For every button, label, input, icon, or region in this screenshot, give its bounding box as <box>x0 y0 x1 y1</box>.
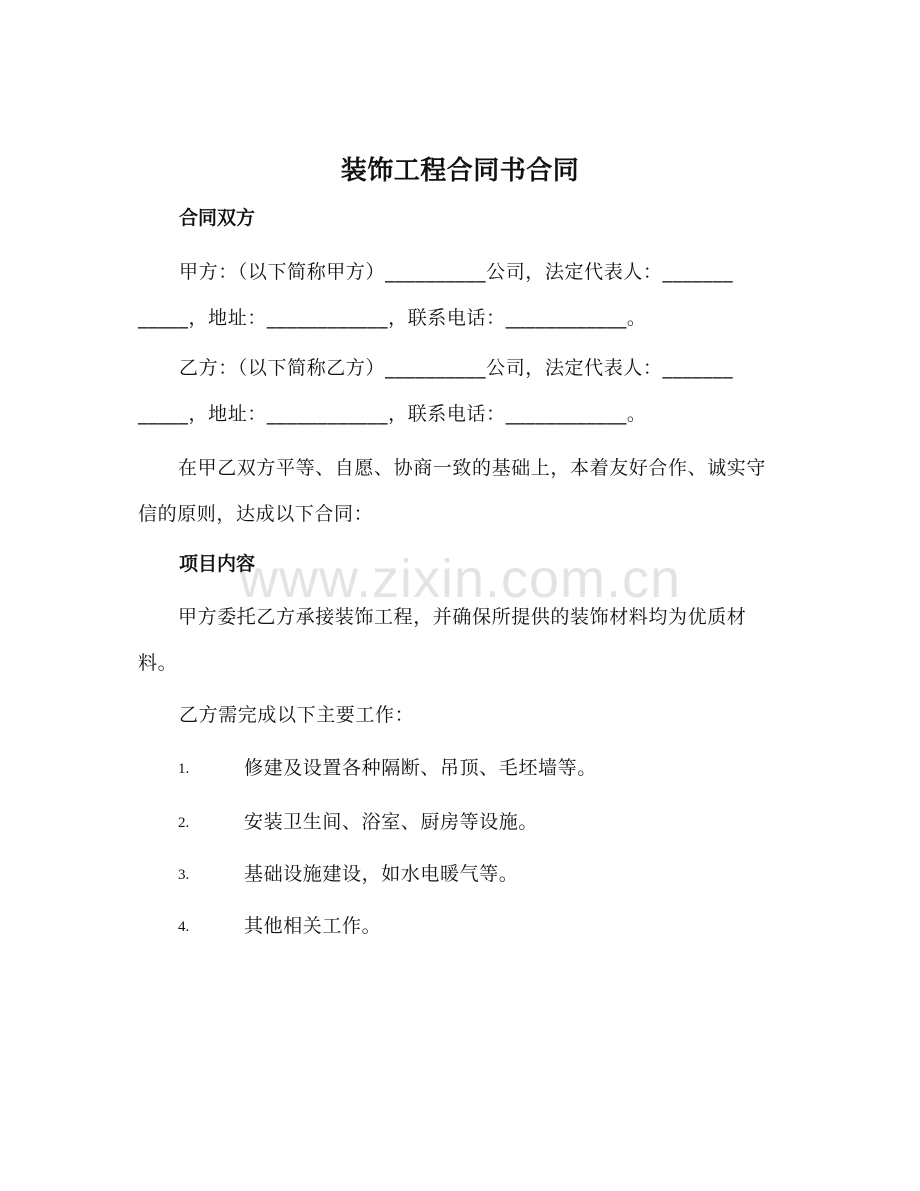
section-heading-project: 项目内容 <box>179 553 256 575</box>
list-item-number: 1. <box>178 761 190 777</box>
list-item-number: 2. <box>178 815 190 831</box>
list-item <box>178 807 778 837</box>
list-item-text: 安装卫生间、浴室、厨房等设施。 <box>244 811 539 833</box>
list-item <box>178 911 778 941</box>
list-item-number: 3. <box>178 867 190 883</box>
party-a-line-1: 甲方：（以下简称甲方）__________公司，法定代表人：_______ <box>179 261 734 283</box>
list-item-text: 修建及设置各种隔断、吊顶、毛坯墙等。 <box>244 757 597 779</box>
work-intro: 乙方需完成以下主要工作： <box>179 704 415 726</box>
project-description: 甲方委托乙方承接装饰工程，并确保所提供的装饰材料均为优质材料。 <box>138 606 747 674</box>
list-item-text: 其他相关工作。 <box>244 915 382 937</box>
party-b-line-1: 乙方：（以下简称乙方）__________公司，法定代表人：_______ <box>179 357 734 379</box>
watermark: www.zixin.com.cn <box>238 549 682 609</box>
preamble-paragraph: 在甲乙双方平等、自愿、协商一致的基础上，本着友好合作、诚实守信的原则，达成以下合同： <box>138 457 767 525</box>
party-a-line-2: _____，地址：____________，联系电话：____________。 <box>138 307 647 329</box>
list-item-number: 4. <box>178 919 190 935</box>
section-heading-parties: 合同双方 <box>179 207 256 229</box>
list-item <box>178 753 778 783</box>
document-title: 装饰工程合同书合同 <box>340 156 580 186</box>
list-item-text: 基础设施建设，如水电暖气等。 <box>244 863 519 885</box>
list-item <box>178 859 778 889</box>
party-b-line-2: _____，地址：____________，联系电话：____________。 <box>138 403 647 425</box>
